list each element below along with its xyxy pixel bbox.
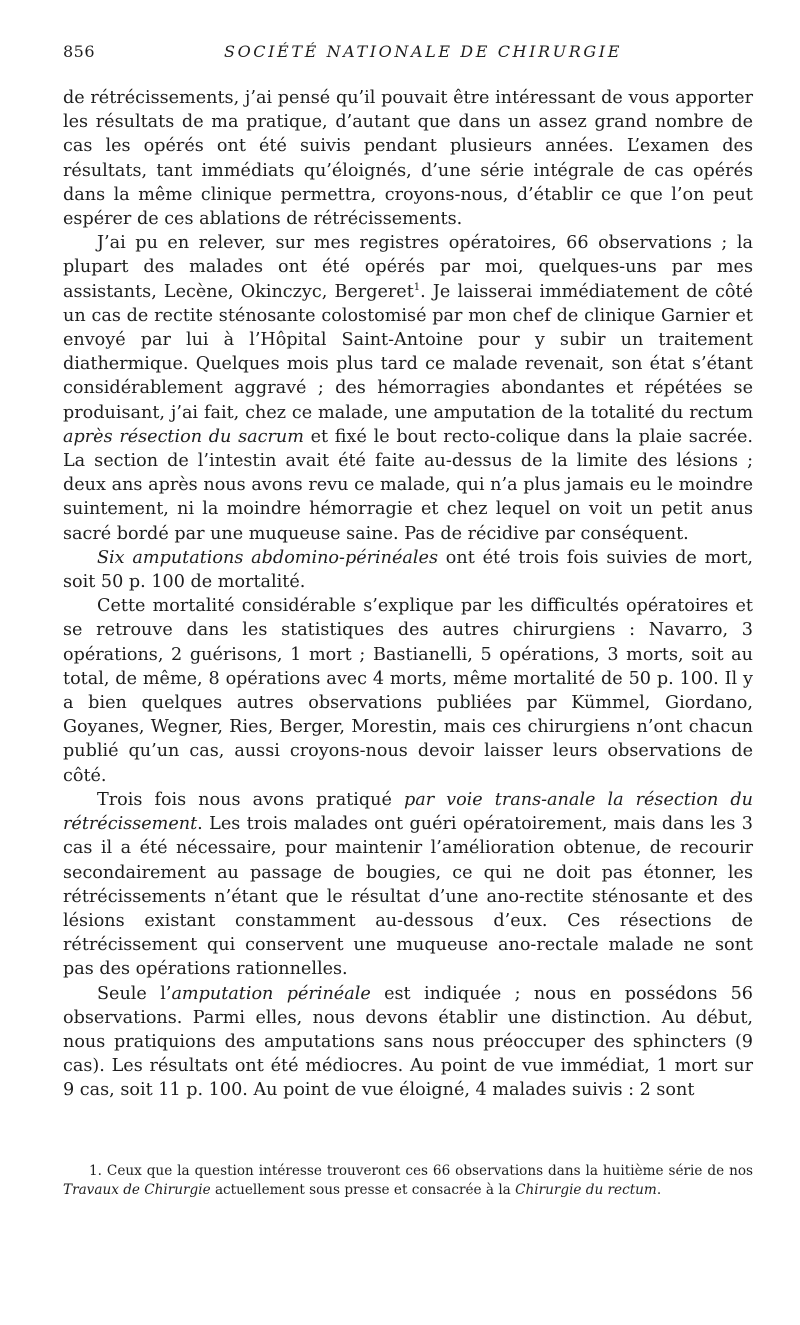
paragraph-2 bbox=[63, 231, 753, 546]
paragraph-6 bbox=[63, 982, 753, 1103]
italic-text: amputation périnéale bbox=[171, 983, 371, 1004]
text-run: ont été trois fois suivies de mort, soit 50 p. 100 de mortalité. bbox=[63, 547, 753, 593]
text-run: Cette mortalité considérable s’explique par les difficultés opératoires et se retrouve dans les statistiques des autres chirurgiens : Navarro, 3 opérations, 2 guérisons, 1 mort ; Bastianelli, 5 opérations, 3 morts, soit au total, de même, 8 opérations avec 4 morts, même mortalité de 50 p. 100. Il y a bien quelques autres observations publiées par Kümmel, Giordano, Goyanes, Wegner, Ries, Berger, Morestin, mais ces chirurgiens n’ont chacun publié qu’un cas, aussi croyons-nous devoir laisser leurs observations de côté. bbox=[63, 596, 753, 786]
paragraph-5 bbox=[63, 788, 753, 982]
text-run: 1. Ceux que la question intéresse trouveront ces 66 observations dans la huitième série de nos bbox=[89, 1163, 753, 1179]
paragraph-1 bbox=[63, 86, 753, 231]
page-number: 856 bbox=[63, 42, 96, 61]
text-run: . Je laisserai immédiatement de côté un cas de rectite sténosante colostomisé par mon chef de clinique Garnier et envoyé par lui à l’Hôpital Saint-Antoine pour y subir un traitement diathermique. Quelques mois plus tard ce malade revenait, son état s’étant considérablement aggravé ; des hémorragies abondantes et répétées se produisant, j’ai fait, chez ce malade, une amputation de la totalité du rectum bbox=[63, 281, 753, 423]
text-run: Seule l’ bbox=[97, 983, 172, 1004]
italic-text: Travaux de Chirurgie bbox=[63, 1182, 211, 1198]
text-run: J’ai pu en relever, sur mes registres opératoires, 66 observations ; la plupart des malades ont été opérés par moi, quelques-uns par mes assistants, Lecène, Okinczyc, Bergeret bbox=[63, 233, 753, 302]
footnote-1 bbox=[63, 1162, 753, 1200]
paragraph-4 bbox=[63, 594, 753, 788]
italic-text: par voie trans-anale la résection du rétrécissement bbox=[63, 789, 753, 835]
italic-text: Chirurgie du rectum bbox=[515, 1182, 657, 1198]
page-header bbox=[63, 42, 753, 66]
footnotes bbox=[63, 1162, 753, 1200]
text-run: est indiquée ; nous en possédons 56 observations. Parmi elles, nous devons établir une distinction. Au début, nous pratiquions des amputations sans nous préoccuper des sphincters (9 cas). Les résultats ont été médiocres. Au point de vue immédiat, 1 mort sur 9 cas, soit 11 p. 100. Au point de vue éloigné, 4 malades suivis : 2 sont bbox=[63, 983, 753, 1101]
italic-text: Six amputations abdomino-périnéales bbox=[97, 547, 438, 568]
text-run: actuellement sous presse et consacrée à la bbox=[210, 1182, 516, 1198]
running-title: SOCIÉTÉ NATIONALE DE CHIRURGIE bbox=[224, 42, 622, 61]
text-run: et fixé le bout recto-colique dans la plaie sacrée. La section de l’intestin avait été faite au-dessus de la limite des lésions ; deux ans après nous avons revu ce malade, qui n’a plus jamais eu le moindre suintement, ni la moindre hémorragie et chez lequel on voit un petit anus sacré bordé par une muqueuse saine. Pas de récidive par conséquent. bbox=[63, 426, 753, 544]
text-run: . Les trois malades ont guéri opératoirement, mais dans les 3 cas il a été nécessaire, pour maintenir l’amélioration obtenue, de recourir secondairement au passage de bougies, ce qui ne doit pas étonner, les rétrécissements n’étant que le résultat d’une ano-rectite sténosante et des lésions existant constamment au-dessous d’eux. Ces résections de rétrécissement qui conservent une muqueuse ano-rectale malade ne sont pas des opérations rationnelles. bbox=[63, 814, 753, 980]
italic-text: après résection du sacrum bbox=[63, 426, 304, 447]
body-text bbox=[63, 86, 753, 1103]
footnote-marker: 1 bbox=[413, 281, 421, 293]
text-run: de rétrécissements, j’ai pensé qu’il pouvait être intéressant de vous apporter les résultats de ma pratique, d’autant que dans un assez grand nombre de cas les opérés ont été suivis pendant plusieurs années. L’examen des résultats, tant immédiats qu’éloignés, d’une série intégrale de cas opérés dans la même clinique permettra, croyons-nous, d’établir ce que l’on peut espérer de ces ablations de rétrécissements. bbox=[63, 88, 753, 230]
text-run: . bbox=[656, 1182, 662, 1198]
paragraph-3 bbox=[63, 546, 753, 594]
text-run: Trois fois nous avons pratiqué bbox=[97, 789, 404, 810]
